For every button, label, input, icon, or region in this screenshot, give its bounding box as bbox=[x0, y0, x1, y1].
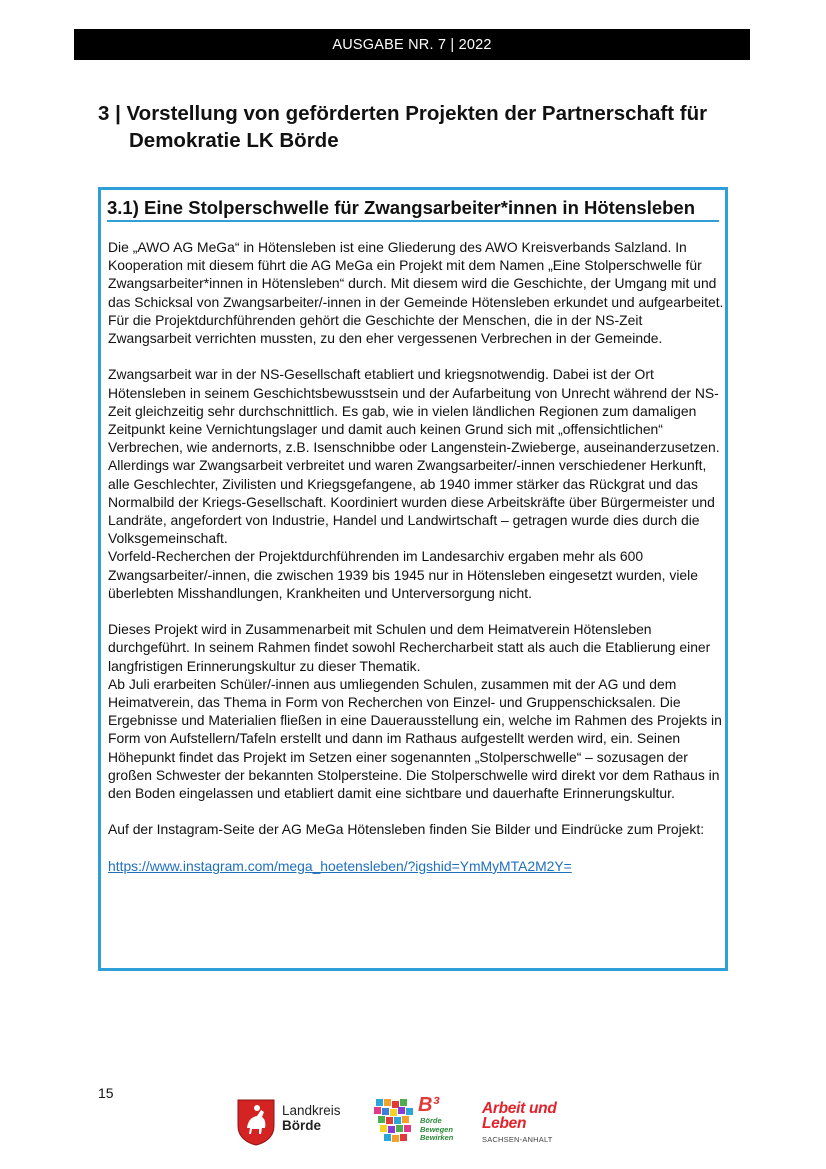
issue-label: AUSGABE NR. 7 | 2022 bbox=[332, 36, 492, 53]
b3-mosaic-icon bbox=[372, 1097, 420, 1147]
arbeit-und-leben-logo bbox=[482, 1101, 582, 1151]
section-title bbox=[98, 100, 758, 154]
coat-of-arms-icon bbox=[236, 1098, 276, 1146]
b3-mark: B³ bbox=[418, 1094, 440, 1116]
aul-line1: Arbeit und bbox=[482, 1100, 557, 1117]
b3-line1: Börde bbox=[420, 1116, 442, 1125]
article-paragraph-4: Auf der Instagram-Seite der AG MeGa Hötensleben finden Sie Bilder und Eindrücke zum Projekt: bbox=[108, 821, 705, 838]
b3-logo bbox=[372, 1095, 458, 1151]
issue-header-bar bbox=[74, 29, 750, 60]
landkreis-line1: Landkreis bbox=[282, 1103, 341, 1118]
page-number: 15 bbox=[98, 1085, 114, 1101]
article-body bbox=[108, 238, 724, 875]
footer-logos bbox=[236, 1095, 576, 1151]
b3-line3: Bewirken bbox=[420, 1133, 454, 1142]
section-title-line1: 3 | Vorstellung von geförderten Projekten der Partnerschaft für bbox=[98, 102, 708, 125]
instagram-link[interactable]: https://www.instagram.com/mega_hoetensleben/?igshid=YmMyMTA2M2Y= bbox=[108, 857, 572, 874]
b3-line2: Bewegen bbox=[420, 1124, 453, 1134]
article-paragraph-3: Dieses Projekt wird in Zusammenarbeit mit Schulen und dem Heimatverein Hötensleben durchgeführt. In seinem Rahmen findet sowohl Rechercharbeit statt als auch die Etablierung einer langfristigen Erinnerungskultur zu dieser Thematik. Ab Juli erarbeiten Schüler/-innen aus umliegenden Schulen, zusammen mit der AG und dem Heimatverein, das Thema in Form von Recherchen von Einzel- und Gruppenschicksalen. Die Ergebnisse und Materialien fließen in eine Dauerausstellung ein, welche im Rahmen des Projekts in Form von Aufstellern/Tafeln erstellt und dann im Rathaus aufgestellt werden wird, ein. Seinen Höhepunkt findet das Projekt im Setzen einer sogenannten „Stolperschwelle“ – sozusagen der großen Schwester der bekannten Stolpersteine. Die Stolperschwelle wird direkt vor dem Rathaus in den Boden eingelassen und etabliert damit eine sichtbare und dauerhafte Erinnerungskultur. bbox=[108, 621, 722, 802]
aul-line2: Leben bbox=[482, 1115, 527, 1132]
article-paragraph-1: Die „AWO AG MeGa“ in Hötensleben ist eine Gliederung des AWO Kreisverbands Salzland. In Kooperation mit diesem führt die AG MeGa ein Projekt mit dem Namen „Eine Stolperschwelle für Zwangsarbeiter*innen in Hötensleben“ durch. Mit diesem wird die Geschichte, der Umgang mit und das Schicksal von Zwangsarbeiter/-innen in der Gemeinde Hötensleben erkundet und aufgearbeitet. Für die Projektdurchführenden gehört die Geschichte der Menschen, die in der NS-Zeit Zwangsarbeit verrichten mussten, zu den eher vergessenen Verbrechen in der Gemeinde. bbox=[108, 239, 724, 347]
article-box bbox=[98, 187, 728, 971]
landkreis-boerde-logo bbox=[236, 1095, 356, 1151]
article-paragraph-2: Zwangsarbeit war in der NS-Gesellschaft etabliert und kriegsnotwendig. Dabei ist der Ort Hötensleben in seinem Geschichtsbewusstsein und der Aufarbeitung von Unrecht während der NS-Zeit gleichzeitig sehr durchschnittlich. Es gab, wie in vielen ländlichen Regionen zum damaligen Zeitpunkt keine Vernichtungslager und damit auch keinen Grund sich mit „offensichtlichen“ Verbrechen, wie andernorts, z.B. Isenschnibbe oder Langenstein-Zwieberge, auseinanderzusetzen. Allerdings war Zwangsarbeit verbreitet und waren Zwangsarbeiter/-innen verschiedener Herkunft, alle Geschlechter, Zivilisten und Kriegsgefangene, ab 1940 immer stärker das Rückgrat und das Normalbild der Kriegs-Gesellschaft. Koordiniert wurden diese Arbeitskräfte über Bürgermeister und Landräte, angefordert von Industrie, Handel und Landwirtschaft – getragen wurde dies durch die Volksgemeinschaft. Vorfeld-Recherchen der Projektdurchführenden im Landesarchiv ergaben mehr als 600 Zwangsarbeiter/-innen, die zwischen 1939 bis 1945 nur in Hötensleben eingesetzt wurden, viele überlebten Misshandlungen, Krankheiten und Unterversorgung nicht. bbox=[108, 366, 720, 601]
section-title-line2: Demokratie LK Börde bbox=[129, 129, 339, 152]
aul-sub: SACHSEN-ANHALT bbox=[482, 1135, 553, 1144]
landkreis-line2: Börde bbox=[282, 1118, 322, 1133]
article-title: 3.1) Eine Stolperschwelle für Zwangsarbeiter*innen in Hötensleben bbox=[107, 193, 719, 222]
